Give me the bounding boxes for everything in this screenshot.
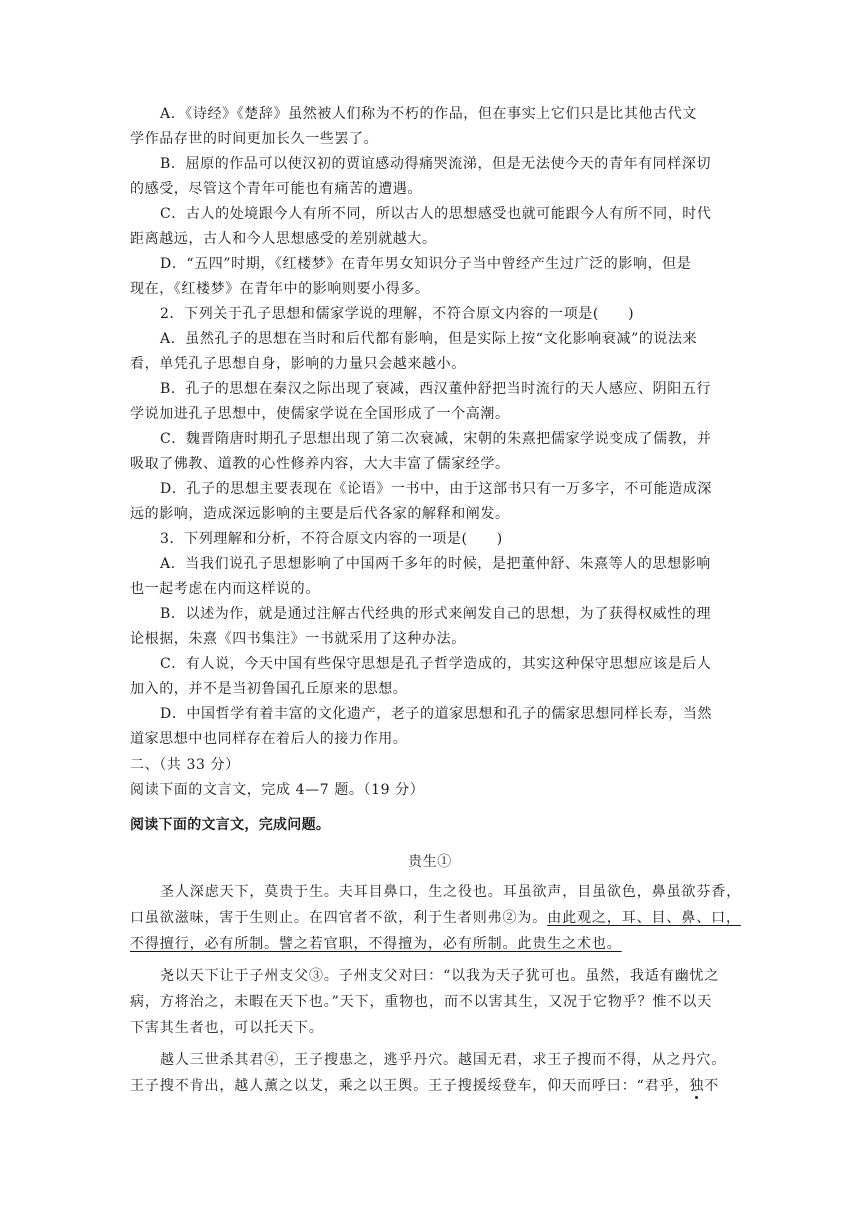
q1-option-a-line2: 学作品存世的时间更加长久一些罢了。: [130, 131, 379, 147]
q2-option-d-line2: 远的影响，造成深远影响的主要是后代各家的解释和阐发。: [130, 506, 510, 522]
passage-p3-line2: [130, 1077, 730, 1095]
q3-option-d-line1: D．中国哲学有着丰富的文化遗产，老子的道家思想和孔子的儒家思想同样长寿，当然: [160, 706, 713, 722]
emphasis-dotted-char: 独: [689, 1078, 705, 1094]
q1-option-d-line1: D．“五四”时期，《红楼梦》在青年男女知识分子当中曾经产生过广泛的影响，但是: [160, 256, 692, 272]
section-2-instruction: 阅读下面的文言文，完成 4—7 题。（19 分）: [130, 782, 425, 798]
q2-option-c-line1: C．魏晋隋唐时期孔子思想出现了第二次衰减，宋朝的朱熹把儒家学说变成了儒教，并: [160, 431, 712, 447]
q3-option-b-line2: 论根据，朱熹《四书集注》一书就采用了这种办法。: [130, 631, 466, 647]
q2-option-c-line2: 吸取了佛教、道教的心性修养内容，大大丰富了儒家经学。: [130, 456, 510, 472]
q2-option-b-line1: B．孔子的思想在秦汉之际出现了衰减，西汉董仲舒把当时流行的天人感应、阴阳五行: [160, 381, 712, 397]
passage-p2-line3: 下害其生者也，可以托天下。: [130, 1020, 324, 1036]
passage-p1-line2-text: 口虽欲滋味，害于生则止。在四官者不欲，利于生者则弗②为。: [130, 910, 548, 926]
section-2-header: 二、（共 33 分）: [130, 757, 240, 773]
passage-p1-line1: 圣人深虑天下，莫贵于生。夫耳目鼻口，生之役也。耳虽欲声，目虽欲色，鼻虽欲芬香，: [160, 884, 742, 900]
q1-option-c-line1: C．古人的处境跟今人有所不同，所以古人的思想感受也就可能跟今人有所不同，时代: [160, 206, 712, 222]
passage-p2-line2: 病，方将治之，未暇在天下也。”天下，重物也，而不以害其生，又况于它物乎？惟不以天: [130, 994, 713, 1010]
passage-title: 贵生①: [408, 854, 452, 870]
q1-option-b-line1: B．屈原的作品可以使汉初的贾谊感动得痛哭流涕，但是无法使今天的青年有同样深切: [160, 156, 712, 172]
q3-option-b-line1: B．以述为作，就是通过注解古代经典的形式来阐发自己的思想，为了获得权威性的理: [160, 606, 712, 622]
passage-p1-underlined-end: 不得擅行，必有所制。譬之若官职，不得擅为，必有所制。此贵生之术也。: [130, 936, 622, 952]
q2-option-a-line2: 看，单凭孔子思想自身，影响的力量只会越来越小。: [130, 356, 466, 372]
passage-p2-line1: 尧以天下让于子州支父③。子州支父对曰：“以我为天子犹可也。虽然，我适有幽忧之: [160, 968, 720, 984]
q3-option-c-line2: 加入的，并不是当初鲁国孔丘原来的思想。: [130, 681, 408, 697]
passage-p1-line3: [130, 935, 730, 953]
passage-p1-line2: [130, 909, 741, 927]
q3-stem: 3．下列理解和分析，不符合原文内容的一项是( ): [160, 531, 503, 547]
q2-stem: 2．下列关于孔子思想和儒家学说的理解，不符合原文内容的一项是( ): [160, 306, 635, 322]
q1-option-a-line1: A．《诗经》《楚辞》虽然被人们称为不朽的作品，但在事实上它们只是比其他古代文: [160, 106, 697, 122]
q1-option-c-line2: 距离越远，古人和今人思想感受的差别就越大。: [130, 231, 437, 247]
q3-option-d-line2: 道家思想中也同样存在着后人的接力作用。: [130, 731, 408, 747]
passage-p3-line1: 越人三世杀其君④，王子搜患之，逃乎丹穴。越国无君，求王子搜而不得，从之丹穴。: [160, 1052, 727, 1068]
q2-option-a-line1: A．虽然孔子的思想在当时和后代都有影响，但是实际上按“文化影响衰减”的说法来: [160, 331, 698, 347]
q1-option-b-line2: 的感受，尽管这个青年可能也有痛苦的遭遇。: [130, 181, 422, 197]
q2-option-b-line2: 学说加进孔子思想中，使儒家学说在全国形成了一个高潮。: [130, 406, 510, 422]
passage-p3-line2-end: 不: [704, 1078, 720, 1094]
q3-option-c-line1: C．有人说，今天中国有些保守思想是孔子哲学造成的，其实这种保守思想应该是后人: [160, 656, 712, 672]
q1-option-d-line2: 现在，《红楼梦》在青年中的影响则要小得多。: [130, 281, 430, 297]
section-2-bold-instruction: 阅读下面的文言文，完成问题。: [130, 817, 331, 833]
q3-option-a-line1: A．当我们说孔子思想影响了中国两千多年的时候，是把董仲舒、朱熹等人的思想影响: [160, 556, 711, 572]
passage-p3-line2-text: 王子搜不肯出，越人薰之以艾，乘之以王舆。王子搜援绥登车，仰天而呼曰：“君乎，: [130, 1078, 690, 1094]
q2-option-d-line1: D．孔子的思想主要表现在《论语》一书中，由于这部书只有一万多字，不可能造成深: [160, 481, 713, 497]
passage-p1-underlined-start: 由此观之，耳、目、鼻、口，: [547, 910, 741, 926]
q3-option-a-line2: 也一起考虑在内而这样说的。: [130, 581, 320, 597]
